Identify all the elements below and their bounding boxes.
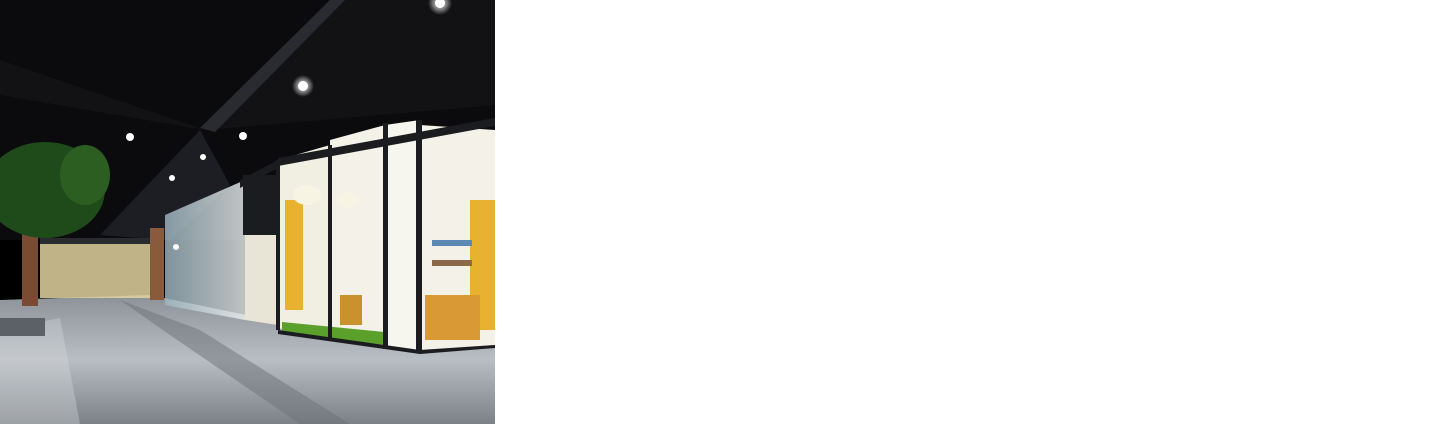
storefront-photo-svg <box>0 0 495 424</box>
ceiling-light-3 <box>239 132 247 140</box>
pedestal <box>340 295 362 325</box>
blank-area <box>495 0 1430 424</box>
frame-post-3 <box>383 123 388 349</box>
tree-foliage <box>60 145 110 205</box>
ceiling-light-2 <box>298 81 308 91</box>
yellow-display-1 <box>285 200 303 310</box>
ceiling-light-5 <box>200 154 206 160</box>
pendant-lamp-1 <box>293 185 321 205</box>
frame-post-2 <box>328 145 332 341</box>
storefront-photo <box>0 0 495 424</box>
distant-shops-header <box>40 238 160 244</box>
shop-sign-panel <box>243 175 278 235</box>
frame-post-1 <box>276 160 280 330</box>
shelf-items-2 <box>432 260 472 266</box>
frame-post-4 <box>416 120 422 352</box>
gift-boxes <box>425 295 480 340</box>
shop-window-corner <box>385 120 420 350</box>
pendant-lamp-2 <box>338 192 358 208</box>
pillar <box>150 228 164 300</box>
ceiling-light-7 <box>173 244 179 250</box>
distant-shops <box>40 238 160 298</box>
planter-base <box>0 318 45 336</box>
shelf-items <box>432 240 472 246</box>
pillar-left <box>22 228 38 306</box>
ceiling-light-4 <box>126 133 134 141</box>
ceiling-light-6 <box>169 175 175 181</box>
